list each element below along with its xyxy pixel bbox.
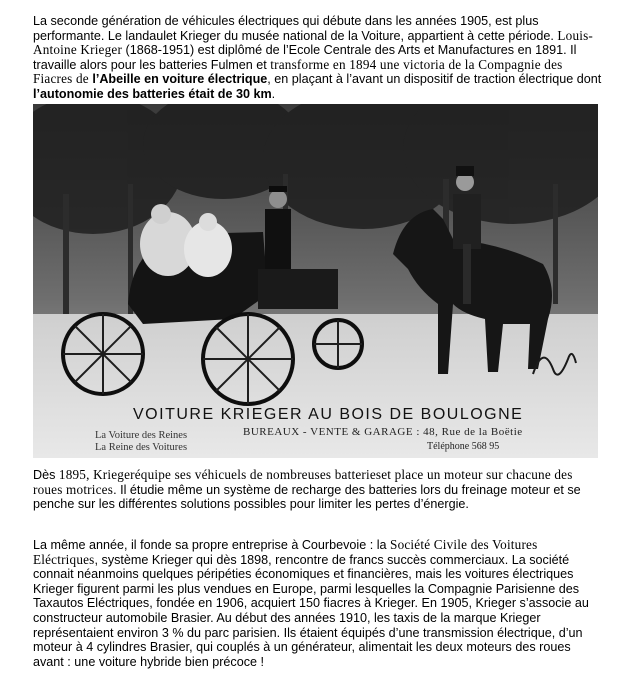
photo-caption-title: VOITURE KRIEGER AU BOIS DE BOULOGNE: [133, 406, 524, 423]
intro-text-serif: transforme en 1894 une victoria de la Compagnie des Fiacres de: [33, 56, 563, 87]
intro-text-3: , en plaçant à l’avant un dispositif de traction électrique dont: [267, 72, 602, 87]
intro-paragraph: [33, 14, 603, 102]
p3-company-name: Société Civile des Voitures Eléctriques: [33, 537, 538, 567]
p2-text-2: . Il étudie même un système de recharge des batteries lors du freinage moteur et se penche sur les différentes solutions possibles pour limiter les pertes d’énergie.: [33, 482, 581, 512]
third-paragraph: [33, 538, 603, 669]
p3-text-1: La même année, il fonde sa propre entreprise à Courbevoie : la: [33, 538, 391, 552]
krieger-car-photo: [33, 104, 598, 458]
second-paragraph: [33, 468, 603, 512]
photo-slogan-line-1: La Voiture des Reines: [95, 430, 188, 441]
photo-caption-address: BUREAUX - VENTE & GARAGE : 48, Rue de la Boëtie: [243, 426, 523, 438]
photo-illustration: [33, 104, 598, 458]
photo-caption-slogan: [95, 430, 187, 454]
photo-slogan-line-2: La Reine des Voitures: [95, 442, 188, 453]
intro-bold-autonomie: l’autonomie des batteries était de 30 km: [33, 86, 272, 101]
photo-caption-phone: Téléphone 568 95: [427, 441, 500, 452]
krieger-name: Louis-Antoine Krieger: [33, 27, 594, 58]
intro-text-1: La seconde génération de véhicules électriques qui débute dans les années 1905, est plus performante. Le landaulet Krieger du musée national de la Voiture, appartient à cette période.: [33, 14, 558, 43]
intro-text-end: .: [271, 86, 276, 101]
p3-text-2: , système Krieger qui dès 1898, rencontre de francs succès commerciaux. La société connait néanmoins quelques péripéties économiques et financières, mais les voitures électriques Krieger figurent parmi les plus vendues en Europe, parmi lesquelles la Compagnie Parisienne des Taxautos Eléctriques, fondée en 1906, acquiert 150 fiacres à Krieger. En 1905, Krieger s’associe au constructeur automobile Brasier. Au début des années 1910, les taxis de la marque Krieger représentaient environ 3 % du parc parisien. Ils étaient équipés d’une transmission électrique, d’un moteur à 4 cylindres Brasier, qui couplés à un générateur, alimentait les deux moteurs des roues avant : une voiture hybride bien précoce !: [33, 552, 589, 669]
intro-text-2: (1868-1951) est diplômé de l’Ecole Centrale des Arts et Manufactures en 1891. Il travaille alors pour les batteries Fulmen et: [33, 43, 577, 72]
p2-serif-text: 1895, Kriegeréquipe ses véhicuels de nombreuses batterieset place un moteur sur chacune des roues motrices: [33, 467, 573, 497]
intro-bold-abeille: l’Abeille en voiture électrique: [92, 72, 268, 87]
p2-text-1: Dès: [33, 468, 59, 482]
